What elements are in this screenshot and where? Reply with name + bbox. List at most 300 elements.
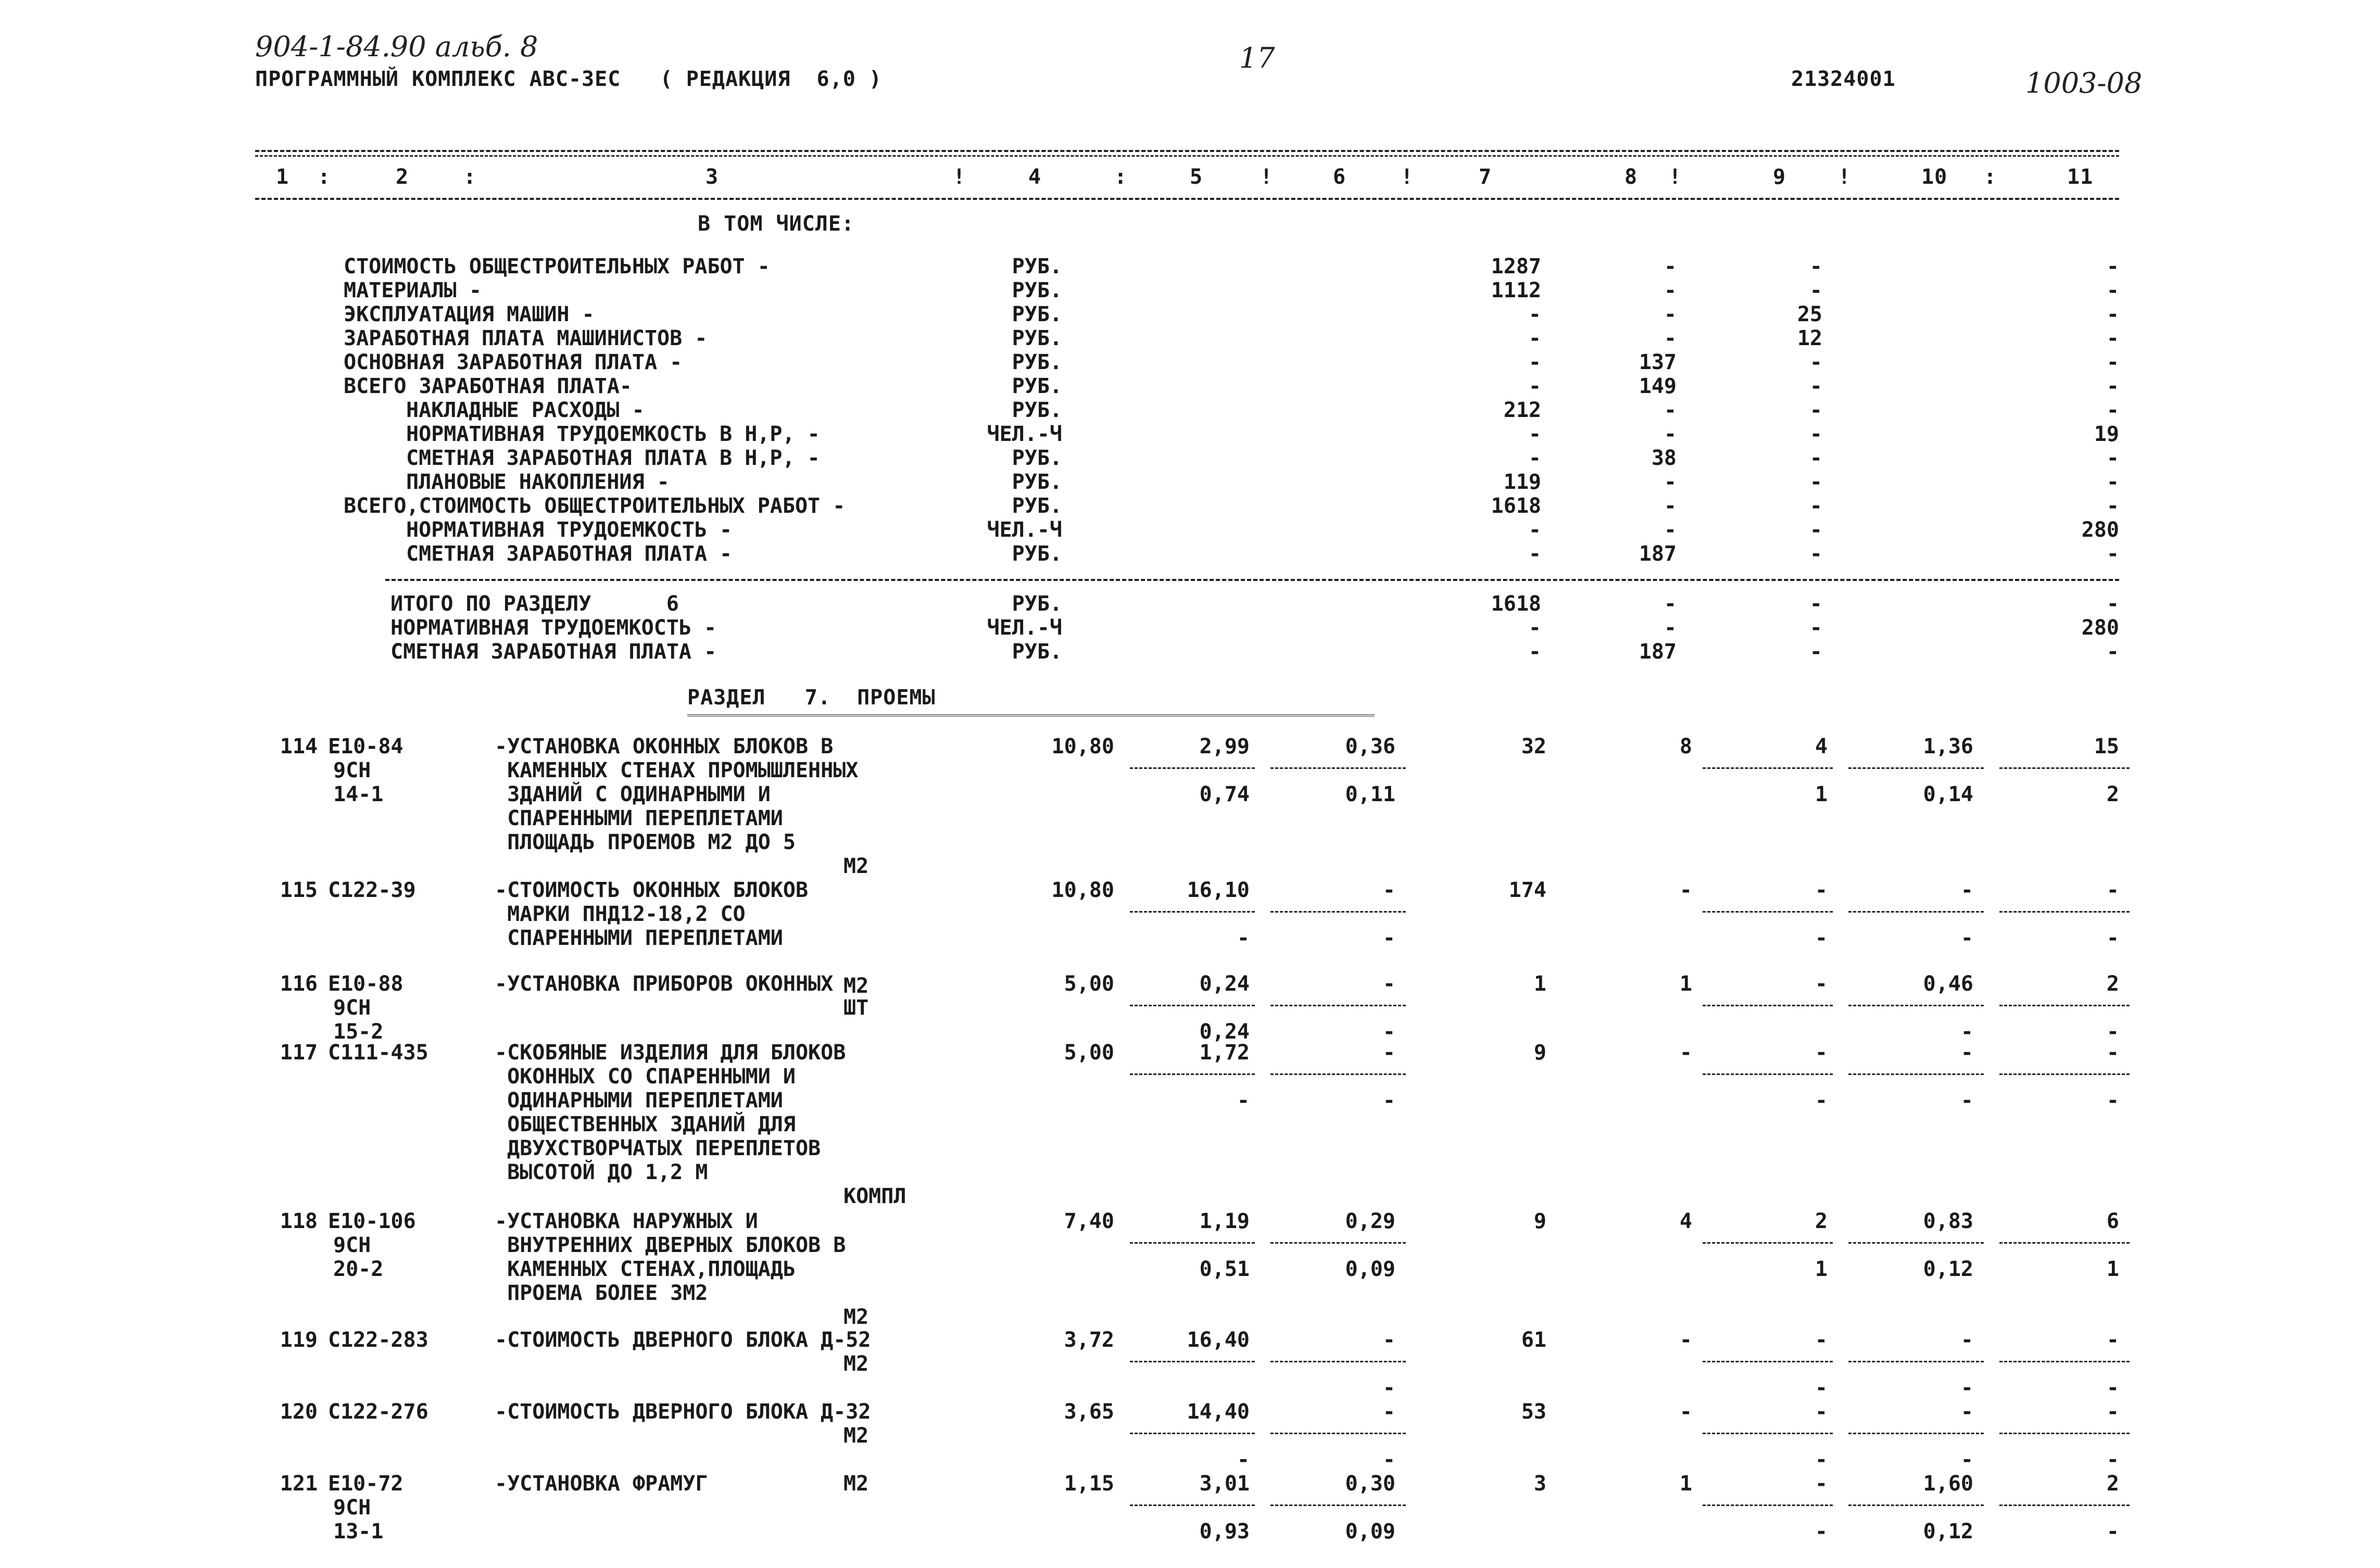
item-labor-total: 15 xyxy=(2094,735,2119,758)
item-unit-price: 3,01 xyxy=(1199,1472,1250,1496)
totals-col11: - xyxy=(2106,592,2119,616)
value-divider xyxy=(1999,911,2130,913)
summary-unit: ЧЕЛ.-Ч xyxy=(987,422,1062,446)
totals-label: НОРМАТИВНАЯ ТРУДОЕМКОСТЬ - xyxy=(391,616,717,640)
item-machines-sub: - xyxy=(1815,1376,1828,1400)
item-total-wage: - xyxy=(1679,878,1692,902)
column-header-8: 8 xyxy=(1625,165,1638,189)
document-number: 21324001 xyxy=(1791,67,1896,91)
value-divider xyxy=(1848,1361,1984,1362)
summary-col9: - xyxy=(1809,494,1822,518)
summary-col9: - xyxy=(1809,446,1822,470)
item-labor-total: 2 xyxy=(2106,1472,2119,1496)
handwritten-code: 904-1-84.90 альб. 8 xyxy=(255,30,538,63)
item-unit-price-sub: 0,51 xyxy=(1199,1257,1250,1281)
summary-col9: 12 xyxy=(1797,326,1822,350)
summary-col11: - xyxy=(2106,494,2119,518)
summary-label: ПЛАНОВЫЕ НАКОПЛЕНИЯ - xyxy=(406,470,670,494)
item-quantity: 10,80 xyxy=(1051,878,1114,902)
summary-col8: - xyxy=(1664,518,1677,542)
item-quantity: 3,72 xyxy=(1064,1328,1114,1352)
item-unit: М2 xyxy=(843,1424,869,1448)
item-quantity: 3,65 xyxy=(1064,1400,1114,1424)
item-description: ДВУХСТВОРЧАТЫХ ПЕРЕПЛЕТОВ xyxy=(495,1136,821,1160)
summary-label: НОРМАТИВНАЯ ТРУДОЕМКОСТЬ - xyxy=(406,518,733,542)
item-code: 9СН xyxy=(333,758,371,782)
item-description: -СТОИМОСТЬ ДВЕРНОГО БЛОКА Д-52 xyxy=(495,1328,871,1352)
value-divider xyxy=(1703,1005,1833,1006)
item-unit: М2 xyxy=(843,974,869,998)
summary-col9: - xyxy=(1809,470,1822,494)
value-divider xyxy=(1130,1504,1255,1506)
item-machines: - xyxy=(1815,878,1828,902)
totals-col9: - xyxy=(1809,640,1822,664)
summary-col7: - xyxy=(1528,446,1541,470)
item-description: МАРКИ ПНД12-18,2 СО xyxy=(495,902,746,926)
item-labor: 1,60 xyxy=(1923,1472,1973,1496)
item-unit-wage: 0,30 xyxy=(1345,1472,1395,1496)
totals-col8: - xyxy=(1664,616,1677,640)
item-description: СПАРЕННЫМИ ПЕРЕПЛЕТАМИ xyxy=(495,926,783,950)
item-total-cost: 61 xyxy=(1521,1328,1546,1352)
summary-col11: 280 xyxy=(2081,518,2119,542)
item-unit-wage-sub: - xyxy=(1382,1020,1395,1044)
item-unit: М2 xyxy=(843,1472,869,1496)
totals-col11: 280 xyxy=(2081,616,2119,640)
value-divider xyxy=(1130,1073,1255,1075)
item-machines-sub: - xyxy=(1815,926,1828,950)
summary-unit: РУБ. xyxy=(1012,398,1062,422)
item-number: 114 xyxy=(280,735,318,758)
item-unit-price: 2,99 xyxy=(1199,735,1250,758)
summary-col11: - xyxy=(2106,542,2119,566)
column-separator: : xyxy=(463,165,477,189)
value-divider xyxy=(1270,1242,1406,1244)
totals-col8: - xyxy=(1664,592,1677,616)
item-unit-wage: - xyxy=(1382,972,1395,996)
value-divider xyxy=(1999,1433,2130,1434)
summary-col9: - xyxy=(1809,350,1822,374)
item-machines-sub: 1 xyxy=(1815,782,1828,806)
item-total-cost: 32 xyxy=(1521,735,1546,758)
item-labor-total-sub: - xyxy=(2106,1376,2119,1400)
item-machines-sub: - xyxy=(1815,1448,1828,1472)
item-unit-wage-sub: 0,09 xyxy=(1345,1520,1395,1544)
item-machines-sub: - xyxy=(1815,1520,1828,1544)
summary-col11: - xyxy=(2106,350,2119,374)
totals-col8: 187 xyxy=(1639,640,1677,664)
summary-col7: - xyxy=(1528,326,1541,350)
totals-col7: 1618 xyxy=(1491,592,1541,616)
item-labor-total-sub: 1 xyxy=(2106,1257,2119,1281)
item-description: ОДИНАРНЫМИ ПЕРЕПЛЕТАМИ xyxy=(495,1089,783,1112)
item-unit-price: 16,10 xyxy=(1187,878,1250,902)
item-unit: М2 xyxy=(843,854,869,878)
item-unit-wage: - xyxy=(1382,878,1395,902)
item-unit-price-sub: - xyxy=(1237,1089,1250,1112)
item-unit-wage: 0,29 xyxy=(1345,1209,1395,1233)
column-separator: : xyxy=(318,165,331,189)
item-labor: 0,46 xyxy=(1923,972,1973,996)
summary-unit: РУБ. xyxy=(1012,542,1062,566)
item-quantity: 5,00 xyxy=(1064,972,1114,996)
totals-label: ИТОГО ПО РАЗДЕЛУ 6 xyxy=(391,592,679,616)
item-unit: ШТ xyxy=(843,996,869,1020)
summary-rule xyxy=(385,579,2119,581)
summary-col7: - xyxy=(1528,374,1541,398)
item-unit-price: 16,40 xyxy=(1187,1328,1250,1352)
item-number: 121 xyxy=(280,1472,318,1496)
totals-unit: РУБ. xyxy=(1012,592,1062,616)
column-header-2: 2 xyxy=(396,165,409,189)
summary-label: СТОИМОСТЬ ОБЩЕСТРОИТЕЛЬНЫХ РАБОТ - xyxy=(344,255,770,279)
item-code: Е10-72 xyxy=(328,1472,404,1496)
summary-col9: - xyxy=(1809,398,1822,422)
summary-label: ЗАРАБОТНАЯ ПЛАТА МАШИНИСТОВ - xyxy=(344,326,708,350)
value-divider xyxy=(1270,1361,1406,1362)
summary-label: МАТЕРИАЛЫ - xyxy=(344,279,482,302)
item-code: С122-283 xyxy=(328,1328,429,1352)
item-number: 119 xyxy=(280,1328,318,1352)
value-divider xyxy=(1848,767,1984,769)
value-divider xyxy=(1999,1073,2130,1075)
value-divider xyxy=(1999,767,2130,769)
summary-label: СМЕТНАЯ ЗАРАБОТНАЯ ПЛАТА - xyxy=(406,542,733,566)
item-description: -СКОБЯНЫЕ ИЗДЕЛИЯ ДЛЯ БЛОКОВ xyxy=(495,1041,846,1065)
item-labor-total: 6 xyxy=(2106,1209,2119,1233)
value-divider xyxy=(1999,1361,2130,1362)
column-header-10: 10 xyxy=(1921,165,1948,189)
item-code: С122-39 xyxy=(328,878,416,902)
totals-col9: - xyxy=(1809,592,1822,616)
summary-col8: - xyxy=(1664,422,1677,446)
summary-unit: РУБ. xyxy=(1012,350,1062,374)
column-header-7: 7 xyxy=(1479,165,1492,189)
item-labor-total: - xyxy=(2106,1041,2119,1065)
item-labor-sub: 0,12 xyxy=(1923,1520,1973,1544)
summary-col7: 119 xyxy=(1503,470,1541,494)
item-labor-sub: 0,12 xyxy=(1923,1257,1973,1281)
item-unit-price: 14,40 xyxy=(1187,1400,1250,1424)
summary-col7: - xyxy=(1528,302,1541,326)
value-divider xyxy=(1703,1242,1833,1244)
item-unit-wage: - xyxy=(1382,1328,1395,1352)
value-divider xyxy=(1270,767,1406,769)
summary-col8: - xyxy=(1664,255,1677,279)
section-underline xyxy=(687,714,1375,716)
item-machines: 4 xyxy=(1815,735,1828,758)
item-number: 115 xyxy=(280,878,318,902)
value-divider xyxy=(1130,1242,1255,1244)
summary-col8: 137 xyxy=(1639,350,1677,374)
value-divider xyxy=(1999,1005,2130,1006)
summary-col7: 1618 xyxy=(1491,494,1541,518)
summary-col9: - xyxy=(1809,255,1822,279)
item-labor: - xyxy=(1960,1400,1973,1424)
value-divider xyxy=(1703,1433,1833,1434)
summary-col11: - xyxy=(2106,374,2119,398)
item-labor-sub: - xyxy=(1960,1376,1973,1400)
item-code: 15-2 xyxy=(333,1020,384,1044)
item-quantity: 7,40 xyxy=(1064,1209,1114,1233)
summary-label: ЭКСПЛУАТАЦИЯ МАШИН - xyxy=(344,302,595,326)
item-total-wage: - xyxy=(1679,1328,1692,1352)
summary-col8: 187 xyxy=(1639,542,1677,566)
item-labor: - xyxy=(1960,1041,1973,1065)
column-separator: ! xyxy=(1669,165,1682,189)
item-labor-total: - xyxy=(2106,878,2119,902)
program-title: ПРОГРАММНЫЙ КОМПЛЕКС АВС-3ЕС ( РЕДАКЦИЯ 6,0 ) xyxy=(255,67,882,91)
item-code: Е10-84 xyxy=(328,735,404,758)
summary-col7: 212 xyxy=(1503,398,1541,422)
value-divider xyxy=(1848,1005,1984,1006)
summary-col11: - xyxy=(2106,279,2119,302)
item-total-wage: 1 xyxy=(1679,1472,1692,1496)
item-unit-price-sub: 0,74 xyxy=(1199,782,1250,806)
item-machines: 2 xyxy=(1815,1209,1828,1233)
item-labor: - xyxy=(1960,878,1973,902)
item-labor: 1,36 xyxy=(1923,735,1973,758)
value-divider xyxy=(1848,1073,1984,1075)
value-divider xyxy=(1999,1504,2130,1506)
value-divider xyxy=(1130,1005,1255,1006)
value-divider xyxy=(1703,911,1833,913)
item-unit-price: 1,72 xyxy=(1199,1041,1250,1065)
item-total-cost: 3 xyxy=(1533,1472,1546,1496)
item-total-wage: - xyxy=(1679,1041,1692,1065)
value-divider xyxy=(1703,1361,1833,1362)
totals-col9: - xyxy=(1809,616,1822,640)
item-code: 20-2 xyxy=(333,1257,384,1281)
summary-col8: 149 xyxy=(1639,374,1677,398)
item-labor-sub: - xyxy=(1960,1089,1973,1112)
value-divider xyxy=(1270,1005,1406,1006)
item-code: С122-276 xyxy=(328,1400,429,1424)
value-divider xyxy=(1703,1504,1833,1506)
summary-unit: РУБ. xyxy=(1012,255,1062,279)
value-divider xyxy=(1270,1433,1406,1434)
summary-col7: - xyxy=(1528,422,1541,446)
value-divider xyxy=(1848,911,1984,913)
item-labor-total: 2 xyxy=(2106,972,2119,996)
item-description: ОБЩЕСТВЕННЫХ ЗДАНИЙ ДЛЯ xyxy=(495,1112,796,1136)
item-labor-total: - xyxy=(2106,1400,2119,1424)
summary-col9: - xyxy=(1809,542,1822,566)
summary-col7: 1287 xyxy=(1491,255,1541,279)
item-unit-price: 0,24 xyxy=(1199,972,1250,996)
summary-col9: - xyxy=(1809,422,1822,446)
summary-label: ОСНОВНАЯ ЗАРАБОТНАЯ ПЛАТА - xyxy=(344,350,683,374)
value-divider xyxy=(1270,1504,1406,1506)
summary-unit: РУБ. xyxy=(1012,279,1062,302)
item-code: 14-1 xyxy=(333,782,384,806)
item-description: ПЛОЩАДЬ ПРОЕМОВ М2 ДО 5 xyxy=(495,830,796,854)
summary-col8: - xyxy=(1664,494,1677,518)
item-number: 116 xyxy=(280,972,318,996)
summary-col11: - xyxy=(2106,302,2119,326)
item-number: 117 xyxy=(280,1041,318,1065)
summary-col8: 38 xyxy=(1651,446,1677,470)
item-unit-wage: - xyxy=(1382,1400,1395,1424)
item-labor-sub: - xyxy=(1960,1448,1973,1472)
item-unit-price: 1,19 xyxy=(1199,1209,1250,1233)
summary-col8: - xyxy=(1664,470,1677,494)
column-header-4: 4 xyxy=(1028,165,1042,189)
column-separator: ! xyxy=(1260,165,1274,189)
item-code: Е10-106 xyxy=(328,1209,416,1233)
item-machines: - xyxy=(1815,1041,1828,1065)
item-description: ПРОЕМА БОЛЕЕ 3М2 xyxy=(495,1281,708,1305)
summary-col11: 19 xyxy=(2094,422,2119,446)
value-divider xyxy=(1848,1242,1984,1244)
header-rule-top-2 xyxy=(255,155,2119,157)
summary-col9: - xyxy=(1809,279,1822,302)
item-labor-total-sub: - xyxy=(2106,926,2119,950)
summary-label: ВСЕГО ЗАРАБОТНАЯ ПЛАТА- xyxy=(344,374,632,398)
section-title: РАЗДЕЛ 7. ПРОЕМЫ xyxy=(687,686,936,710)
item-total-wage: - xyxy=(1679,1400,1692,1424)
item-description: -СТОИМОСТЬ ДВЕРНОГО БЛОКА Д-32 xyxy=(495,1400,871,1424)
item-total-wage: 8 xyxy=(1679,735,1692,758)
summary-unit: РУБ. xyxy=(1012,374,1062,398)
column-header-6: 6 xyxy=(1333,165,1346,189)
item-unit-wage-sub: - xyxy=(1382,926,1395,950)
item-description: -СТОИМОСТЬ ОКОННЫХ БЛОКОВ xyxy=(495,878,809,902)
item-description: -УСТАНОВКА ПРИБОРОВ ОКОННЫХ xyxy=(495,972,834,996)
item-description: ЗДАНИЙ С ОДИНАРНЫМИ И xyxy=(495,782,771,806)
item-total-cost: 9 xyxy=(1533,1041,1546,1065)
summary-col11: - xyxy=(2106,398,2119,422)
item-code: 9СН xyxy=(333,996,371,1020)
item-machines: - xyxy=(1815,972,1828,996)
column-header-1: 1 xyxy=(276,165,289,189)
summary-unit: РУБ. xyxy=(1012,446,1062,470)
summary-label: НАКЛАДНЫЕ РАСХОДЫ - xyxy=(406,398,645,422)
column-header-5: 5 xyxy=(1190,165,1203,189)
summary-col8: - xyxy=(1664,279,1677,302)
item-number: 120 xyxy=(280,1400,318,1424)
value-divider xyxy=(1703,1073,1833,1075)
item-labor: 0,83 xyxy=(1923,1209,1973,1233)
column-header-3: 3 xyxy=(706,165,719,189)
item-code: Е10-88 xyxy=(328,972,404,996)
item-labor-total-sub: 2 xyxy=(2106,782,2119,806)
item-code: 13-1 xyxy=(333,1520,384,1544)
column-header-9: 9 xyxy=(1773,165,1786,189)
item-code: С111-435 xyxy=(328,1041,429,1065)
summary-col7: - xyxy=(1528,518,1541,542)
item-labor-sub: 0,14 xyxy=(1923,782,1973,806)
item-labor-total-sub: - xyxy=(2106,1089,2119,1112)
summary-col8: - xyxy=(1664,302,1677,326)
value-divider xyxy=(1999,1242,2130,1244)
item-unit-wage: 0,36 xyxy=(1345,735,1395,758)
column-separator: ! xyxy=(1401,165,1414,189)
totals-col11: - xyxy=(2106,640,2119,664)
item-labor-total-sub: - xyxy=(2106,1520,2119,1544)
summary-label: СМЕТНАЯ ЗАРАБОТНАЯ ПЛАТА В Н,Р, - xyxy=(406,446,820,470)
item-labor-sub: - xyxy=(1960,926,1973,950)
item-total-wage: 1 xyxy=(1679,972,1692,996)
item-description: ВНУТРЕННИХ ДВЕРНЫХ БЛОКОВ В xyxy=(495,1233,846,1257)
value-divider xyxy=(1848,1433,1984,1434)
summary-unit: РУБ. xyxy=(1012,326,1062,350)
item-description: СПАРЕННЫМИ ПЕРЕПЛЕТАМИ xyxy=(495,806,783,830)
item-total-cost: 1 xyxy=(1533,972,1546,996)
summary-unit: ЧЕЛ.-Ч xyxy=(987,518,1062,542)
item-labor: - xyxy=(1960,1328,1973,1352)
value-divider xyxy=(1270,911,1406,913)
totals-unit: РУБ. xyxy=(1012,640,1062,664)
summary-col11: - xyxy=(2106,470,2119,494)
item-description: ВЫСОТОЙ ДО 1,2 М xyxy=(495,1160,708,1184)
totals-col7: - xyxy=(1528,640,1541,664)
column-separator: ! xyxy=(1838,165,1852,189)
summary-col9: - xyxy=(1809,374,1822,398)
item-unit-wage-sub: 0,11 xyxy=(1345,782,1395,806)
summary-unit: РУБ. xyxy=(1012,494,1062,518)
item-unit: М2 xyxy=(843,1305,869,1329)
item-labor-sub: - xyxy=(1960,1020,1973,1044)
item-unit-price-sub: 0,93 xyxy=(1199,1520,1250,1544)
summary-col7: 1112 xyxy=(1491,279,1541,302)
item-unit-price-sub: - xyxy=(1237,926,1250,950)
item-total-cost: 53 xyxy=(1521,1400,1546,1424)
item-machines: - xyxy=(1815,1472,1828,1496)
item-description: -УСТАНОВКА ОКОННЫХ БЛОКОВ В xyxy=(495,735,834,758)
item-description: КАМЕННЫХ СТЕНАХ,ПЛОЩАДЬ xyxy=(495,1257,796,1281)
item-total-cost: 174 xyxy=(1508,878,1546,902)
item-unit-wage-sub: 0,09 xyxy=(1345,1257,1395,1281)
item-machines-sub: 1 xyxy=(1815,1257,1828,1281)
item-unit-price-sub: 0,24 xyxy=(1199,1020,1250,1044)
item-description: -УСТАНОВКА НАРУЖНЫХ И xyxy=(495,1209,758,1233)
summary-label: ВСЕГО,СТОИМОСТЬ ОБЩЕСТРОИТЕЛЬНЫХ РАБОТ - xyxy=(344,494,846,518)
summary-col7: - xyxy=(1528,542,1541,566)
item-description: -УСТАНОВКА ФРАМУГ xyxy=(495,1472,708,1496)
summary-col11: - xyxy=(2106,326,2119,350)
item-number: 118 xyxy=(280,1209,318,1233)
item-unit-price-sub: - xyxy=(1237,1448,1250,1472)
item-machines: - xyxy=(1815,1328,1828,1352)
summary-col11: - xyxy=(2106,446,2119,470)
totals-col7: - xyxy=(1528,616,1541,640)
item-quantity: 5,00 xyxy=(1064,1041,1114,1065)
value-divider xyxy=(1130,911,1255,913)
item-labor-total-sub: - xyxy=(2106,1020,2119,1044)
summary-label: НОРМАТИВНАЯ ТРУДОЕМКОСТЬ В Н,Р, - xyxy=(406,422,820,446)
value-divider xyxy=(1270,1073,1406,1075)
handwritten-right-code: 1003-08 xyxy=(2025,67,2143,99)
column-separator: ! xyxy=(953,165,966,189)
item-total-cost: 9 xyxy=(1533,1209,1546,1233)
item-quantity: 1,15 xyxy=(1064,1472,1114,1496)
item-unit-wage-sub: - xyxy=(1382,1448,1395,1472)
summary-col11: - xyxy=(2106,255,2119,279)
item-total-wage: 4 xyxy=(1679,1209,1692,1233)
item-unit-wage-sub: - xyxy=(1382,1376,1395,1400)
summary-col7: - xyxy=(1528,350,1541,374)
column-separator: : xyxy=(1984,165,1997,189)
column-header-11: 11 xyxy=(2067,165,2094,189)
item-description: ОКОННЫХ СО СПАРЕННЫМИ И xyxy=(495,1065,796,1089)
summary-heading: В ТОМ ЧИСЛЕ: xyxy=(698,212,854,236)
value-divider xyxy=(1848,1504,1984,1506)
value-divider xyxy=(1130,1433,1255,1434)
summary-unit: РУБ. xyxy=(1012,470,1062,494)
column-separator: : xyxy=(1114,165,1128,189)
summary-col8: - xyxy=(1664,398,1677,422)
